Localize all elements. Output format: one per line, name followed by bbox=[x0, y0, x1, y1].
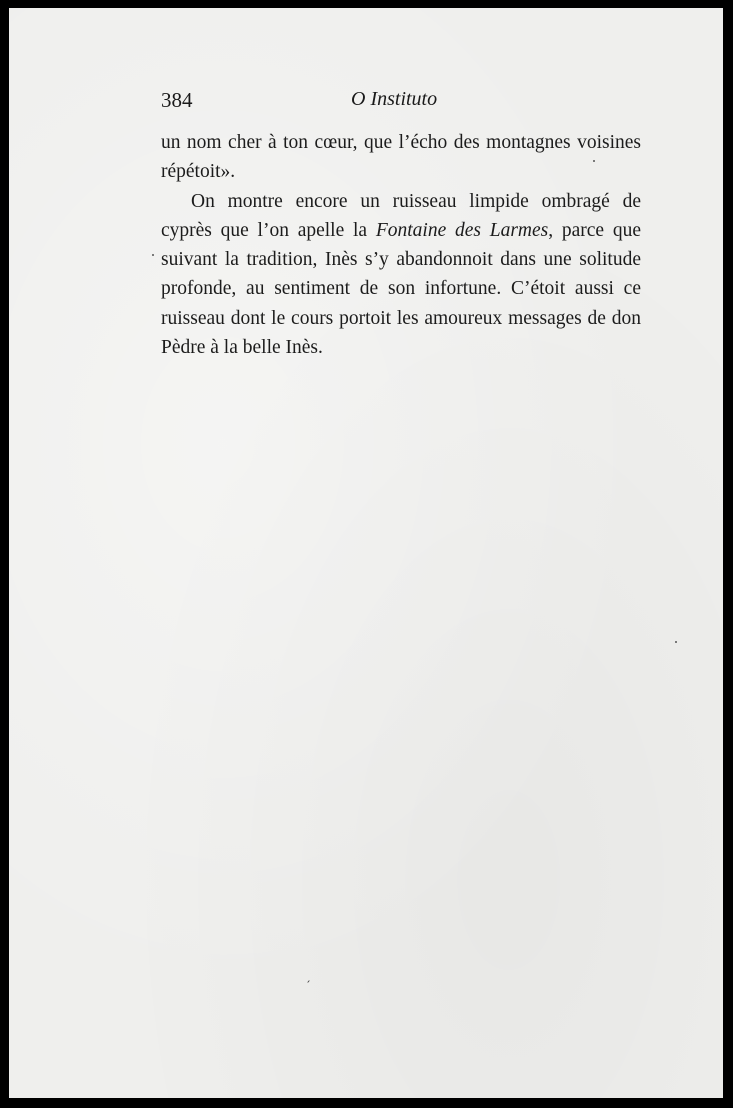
paragraph-2-italic-title: Fontaine des Larmes bbox=[375, 219, 549, 241]
page-header bbox=[161, 88, 641, 118]
paper-speck bbox=[593, 160, 595, 162]
body-text bbox=[161, 128, 641, 362]
paragraph-2-text-after: , parce que suivant la tradition, Inès s’y abandonnoit dans une solitude profonde, au sentiment de son infortune. C’étoit aussi ce ruisseau dont le cours portoit les amoureux messages de don Pèdre à la belle Inès. bbox=[161, 219, 641, 359]
book-page bbox=[9, 8, 723, 1098]
paper-speck bbox=[675, 641, 677, 643]
paragraph-2 bbox=[161, 187, 641, 363]
page-number: 384 bbox=[161, 88, 193, 112]
paragraph-2-text-before: On montre encore un ruisseau limpide ombragé de cyprès que l’on apelle la bbox=[161, 190, 641, 241]
paragraph-1: un nom cher à ton cœur, que l’écho des montagnes voisines répétoit». bbox=[161, 132, 641, 183]
paper-speck bbox=[152, 254, 154, 256]
paper-speck bbox=[307, 980, 310, 983]
running-head: O Instituto bbox=[351, 88, 438, 110]
